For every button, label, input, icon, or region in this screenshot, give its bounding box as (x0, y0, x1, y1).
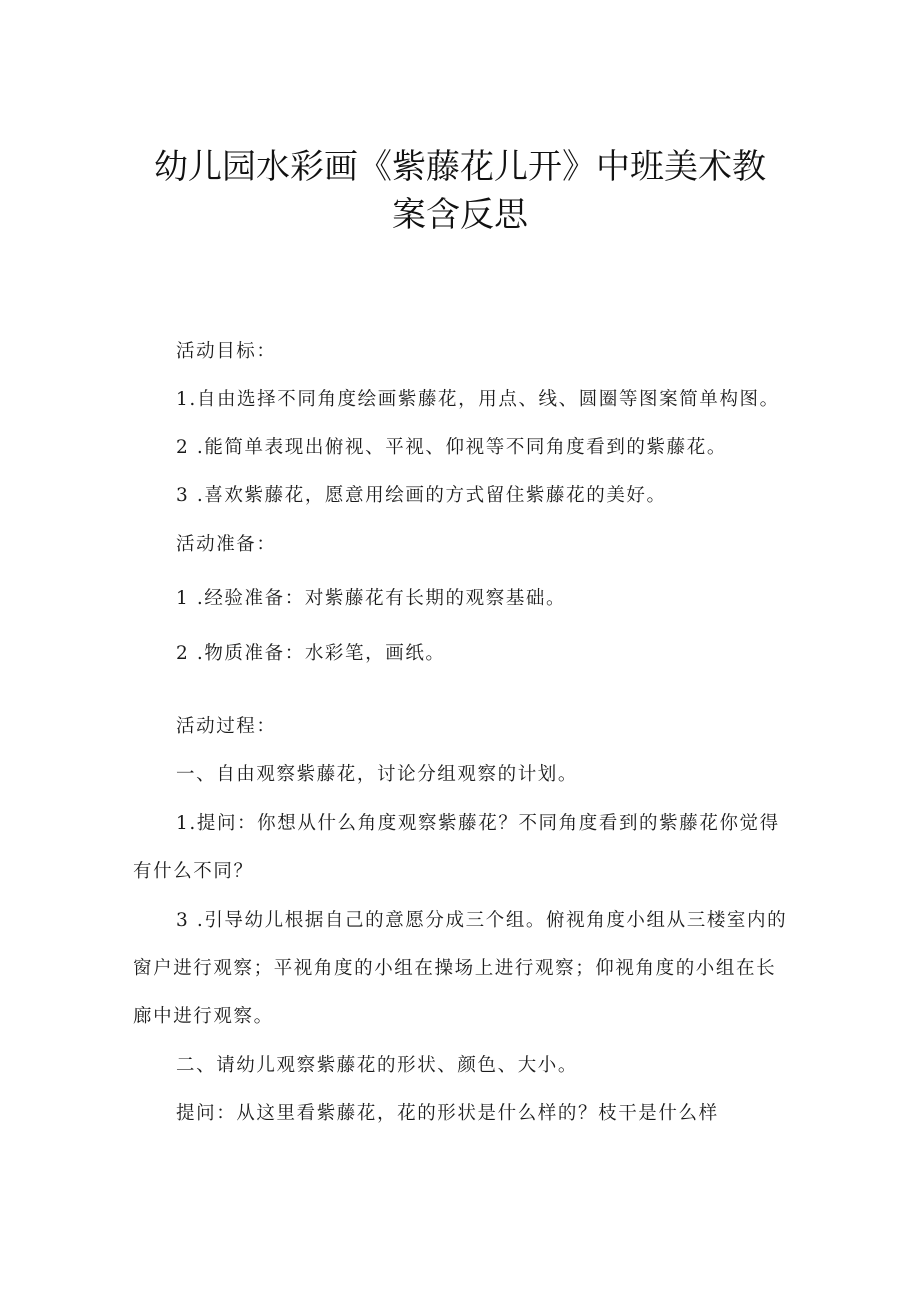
goal-item-1: 1.自由选择不同角度绘画紫藤花，用点、线、圆圈等图案简单构图。 (176, 389, 780, 410)
prep-item-1: 1 .经验准备：对紫藤花有长期的观察基础。 (176, 588, 567, 609)
process-heading: 活动过程： (176, 716, 277, 737)
process-step-1-3-line-3: 廊中进行观察。 (133, 1006, 274, 1027)
prep-heading: 活动准备： (176, 534, 277, 555)
process-step-1-question-line-2: 有什么不同？ (133, 861, 254, 882)
goal-item-2: 2 .能简单表现出俯视、平视、仰视等不同角度看到的紫藤花。 (176, 437, 727, 458)
process-step-1-3-line-2: 窗户进行观察；平视角度的小组在操场上进行观察；仰视角度的小组在长 (133, 958, 777, 979)
goal-item-3: 3 .喜欢紫藤花，愿意用绘画的方式留住紫藤花的美好。 (176, 485, 667, 506)
process-step-1-3-line-1: 3 .引导幼儿根据自己的意愿分成三个组。俯视角度小组从三楼室内的 (176, 910, 788, 931)
process-step-2-question: 提问：从这里看紫藤花，花的形状是什么样的？枝干是什么样 (176, 1103, 719, 1124)
prep-item-2: 2 .物质准备：水彩笔，画纸。 (176, 643, 446, 664)
goals-heading: 活动目标： (176, 341, 277, 362)
process-step-1: 一、自由观察紫藤花，讨论分组观察的计划。 (176, 764, 579, 785)
document-title-line-2: 案含反思 (392, 195, 528, 235)
process-step-1-question-line-1: 1.提问：你想从什么角度观察紫藤花？不同角度看到的紫藤花你觉得 (176, 813, 780, 834)
process-step-2: 二、请幼儿观察紫藤花的形状、颜色、大小。 (176, 1055, 579, 1076)
document-title-line-1: 幼儿园水彩画《紫藤花儿开》中班美术教 (154, 147, 766, 187)
